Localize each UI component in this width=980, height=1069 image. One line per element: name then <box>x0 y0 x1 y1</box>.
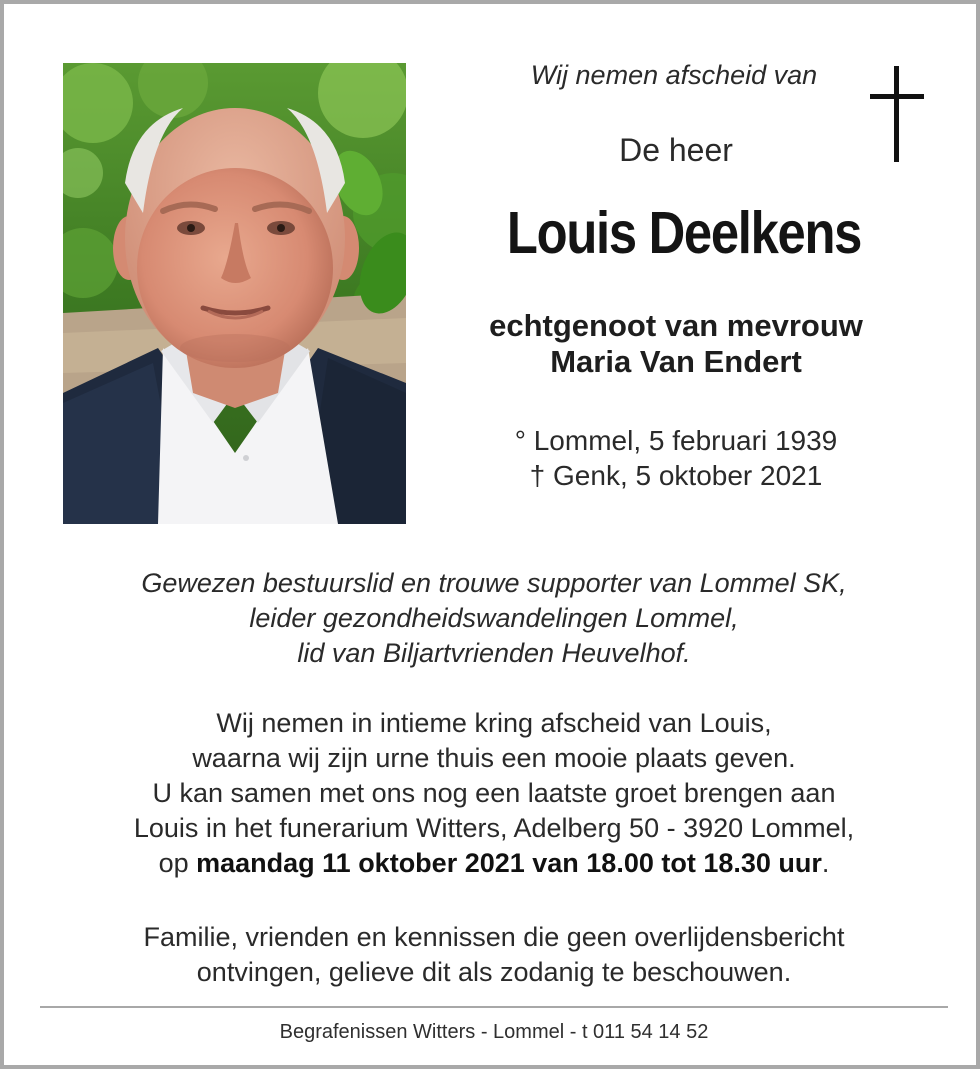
spouse-block <box>434 308 918 380</box>
farewell-line: U kan samen met ons nog een laatste groet brengen aan <box>152 778 836 808</box>
closing-paragraph <box>24 920 964 990</box>
schedule-datetime: maandag 11 oktober 2021 van 18.00 tot 18.30 uur <box>196 848 822 878</box>
schedule-suffix: . <box>821 848 830 878</box>
spouse-name: Maria Van Endert <box>550 344 802 379</box>
roles-paragraph <box>24 566 964 671</box>
closing-line: Familie, vrienden en kennissen die geen overlijdensbericht <box>143 922 845 952</box>
farewell-line: waarna wij zijn urne thuis een mooie plaats geven. <box>192 743 796 773</box>
farewell-line: Wij nemen in intieme kring afscheid van Louis, <box>216 708 772 738</box>
divider <box>40 1006 948 1008</box>
farewell-paragraph <box>24 706 964 881</box>
honorific: De heer <box>619 132 733 168</box>
life-dates <box>434 423 918 493</box>
role-line: Gewezen bestuurslid en trouwe supporter van Lommel SK, <box>141 568 847 598</box>
death-date: † Genk, 5 oktober 2021 <box>529 460 823 491</box>
farewell-schedule <box>24 846 964 881</box>
birth-date: ° Lommel, 5 februari 1939 <box>514 425 838 456</box>
spouse-relation: echtgenoot van mevrouw <box>489 308 863 343</box>
closing-line: ontvingen, gelieve dit als zodanig te beschouwen. <box>196 957 792 987</box>
role-line: lid van Biljartvrienden Heuvelhof. <box>297 638 691 668</box>
portrait-photo <box>63 63 406 524</box>
deceased-name: Louis Deelkens <box>506 200 862 266</box>
intro-text: Wij nemen afscheid van <box>530 60 818 90</box>
farewell-line: Louis in het funerarium Witters, Adelberg 50 - 3920 Lommel, <box>133 813 855 843</box>
role-line: leider gezondheidswandelingen Lommel, <box>249 603 739 633</box>
funeral-home-footer: Begrafenissen Witters - Lommel - t 011 54 14 52 <box>279 1021 709 1043</box>
schedule-prefix: op <box>158 848 197 878</box>
